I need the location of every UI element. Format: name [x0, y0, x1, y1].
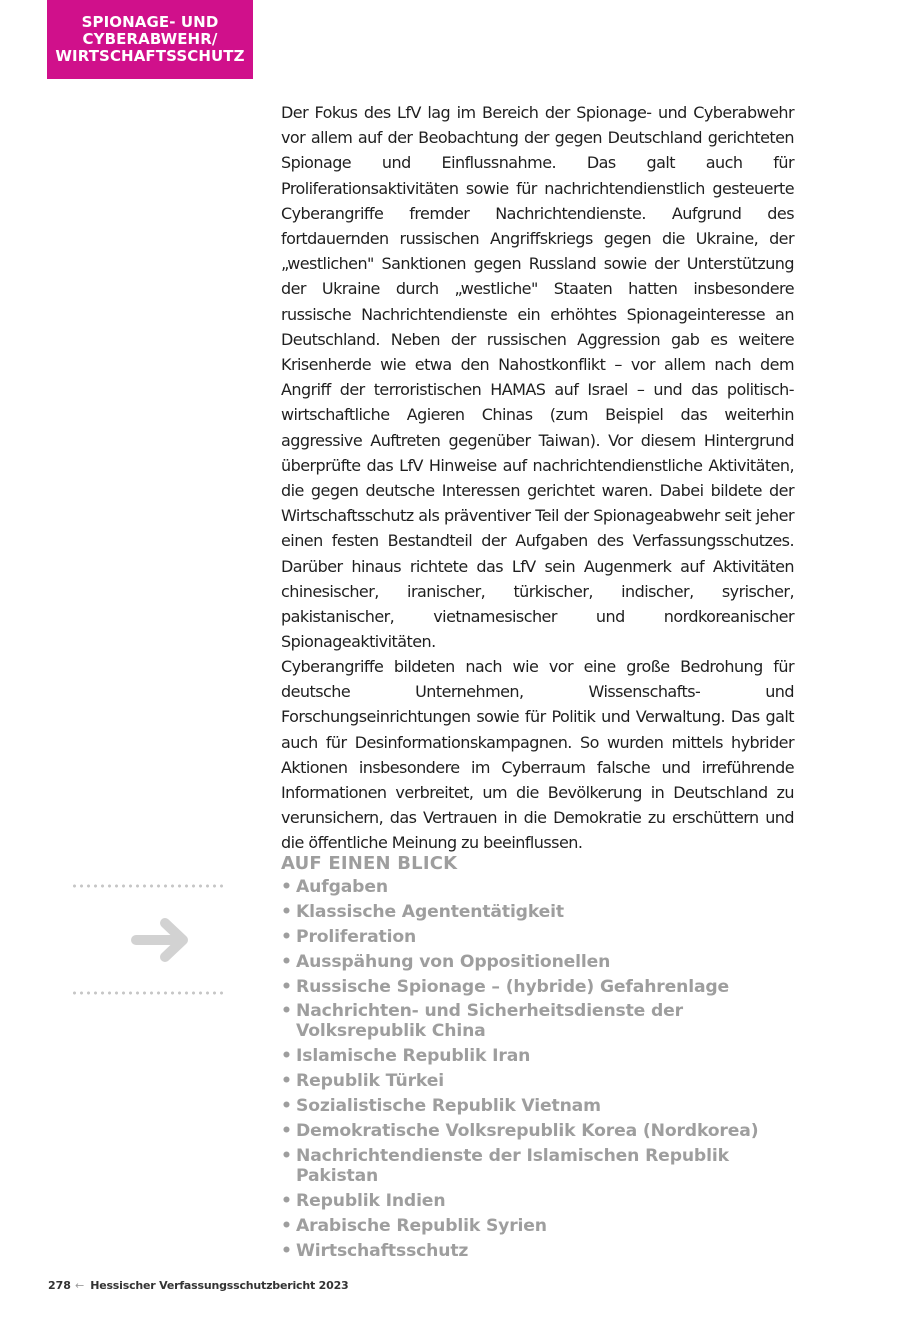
page-number: 278 — [48, 1279, 71, 1292]
bullet: • — [281, 1215, 292, 1236]
glance-item-china[interactable] — [281, 1001, 801, 1041]
bullet: • — [281, 1121, 292, 1142]
at-a-glance-heading: AUF EINEN BLICK — [281, 853, 458, 874]
bullet: • — [281, 976, 292, 997]
glance-item-label: Arabische Republik Syrien — [296, 1215, 547, 1236]
arrow-left-icon[interactable]: ← — [74, 1279, 85, 1292]
document-title: Hessischer Verfassungsschutzbericht 2023 — [90, 1279, 349, 1292]
bullet: • — [281, 951, 292, 972]
glance-item-tuerkei[interactable] — [281, 1071, 801, 1091]
glance-item-label: Aufgaben — [296, 877, 388, 897]
dotted-divider-bottom — [71, 991, 225, 995]
bullet: • — [281, 877, 292, 897]
glance-item-label: Nachrichtendienste der Islamischen Republik Pakistan — [296, 1145, 729, 1186]
glance-item-label: Wirtschaftsschutz — [296, 1240, 469, 1261]
glance-item-label: Demokratische Volksrepublik Korea (Nordkorea) — [296, 1121, 759, 1142]
glance-item-vietnam[interactable] — [281, 1096, 801, 1116]
bullet: • — [281, 1240, 292, 1261]
glance-item-label: Proliferation — [296, 926, 417, 947]
glance-item-wirtschaftsschutz[interactable] — [281, 1241, 801, 1261]
body-paragraph-1: Der Fokus des LfV lag im Bereich der Spionage- und Cyberabwehr vor allem auf der Beobachtung der gegen Deutschland gerichteten Spionage und Einflussnahme. Das galt auch für Proliferationsaktivitäten sowie für nachrichtendienstlich gesteuerte Cyberangriffe fremder Nachrichtendienste. Aufgrund des fortdauernden russischen Angriffskriegs gegen die Ukraine, der „westlichen" Sanktionen gegen Russland sowie der Unterstützung der Ukraine durch „westliche" Staaten hatten insbesondere russische Nachrichtendienste ein erhöhtes Spionageinteresse an Deutschland. Neben der russischen Aggression gab es weitere Krisenherde wie etwa den Nahostkonflikt – vor allem nach dem Angriff der terroristischen HAMAS auf Israel – und das politisch-wirtschaftliche Agieren Chinas (zum Beispiel das weiterhin aggressive Auftreten gegenüber Taiwan). Vor diesem Hintergrund überprüfte das LfV Hinweise auf nachrichtendienstliche Aktivitäten, die gegen deutsche Interessen gerichtet waren. Dabei bildete der Wirtschaftsschutz als präventiver Teil der Spionageabwehr seit jeher einen festen Bestandteil der Aufgaben des Verfassungsschutzes. Darüber hinaus richtete das LfV sein Augenmerk auf Aktivitäten chinesischer, iranischer, türkischer, indischer, syrischer, pakistanischer, vietnamesischer und nordkoreanischer Spionageaktivitäten. — [281, 103, 794, 652]
glance-item-syrien[interactable] — [281, 1216, 801, 1236]
glance-item-label: Republik Indien — [296, 1190, 446, 1211]
bullet: • — [281, 901, 292, 922]
bullet: • — [281, 1071, 292, 1092]
glance-item-nordkorea[interactable] — [281, 1121, 801, 1141]
glance-item-agententaetigkeit[interactable] — [281, 902, 801, 922]
glance-item-label: Ausspähung von Oppositionellen — [296, 951, 611, 972]
glance-item-label: Klassische Agententätigkeit — [296, 901, 564, 922]
body-paragraph-2: Cyberangriffe bildeten nach wie vor eine große Bedrohung für deutsche Unternehmen, Wissenschafts- und Forschungseinrichtungen sowie für Politik und Verwaltung. Das galt auch für Desinformationskampagnen. So wurden mittels hybrider Aktionen insbesondere im Cyberraum falsche und irreführende Informationen verbreitet, um die Bevölkerung in Deutschland zu verunsichern, das Vertrauen in die Demokratie zu erschüttern und die öffentliche Meinung zu beeinflussen. — [281, 657, 794, 853]
section-tab-line-1: SPIONAGE- UND — [81, 13, 219, 31]
section-tab-line-2: CYBERABWEHR/ — [82, 30, 218, 48]
glance-item-label: Sozialistische Republik Vietnam — [296, 1096, 601, 1117]
glance-item-indien[interactable] — [281, 1191, 801, 1211]
page-footer — [48, 1279, 349, 1292]
glance-item-aufgaben[interactable] — [281, 877, 801, 897]
bullet: • — [281, 1046, 292, 1067]
bullet: • — [281, 926, 292, 947]
glance-item-oppositionelle[interactable] — [281, 952, 801, 972]
glance-item-russische-spionage[interactable] — [281, 977, 801, 997]
glance-item-pakistan[interactable] — [281, 1146, 801, 1186]
bullet: • — [281, 1190, 292, 1211]
bullet: • — [281, 1001, 292, 1022]
section-tab-line-3: WIRTSCHAFTSSCHUTZ — [55, 47, 245, 65]
glance-item-label: Russische Spionage – (hybride) Gefahrenlage — [296, 976, 730, 997]
dotted-divider-top — [71, 884, 225, 888]
bullet: • — [281, 1096, 292, 1117]
glance-item-label: Republik Türkei — [296, 1071, 444, 1092]
glance-item-label: Islamische Republik Iran — [296, 1046, 531, 1067]
glance-item-iran[interactable] — [281, 1046, 801, 1066]
arrow-right-icon — [130, 916, 192, 964]
bullet: • — [281, 1145, 292, 1166]
glance-item-label: Nachrichten- und Sicherheitsdienste der Volksrepublik China — [296, 1001, 684, 1042]
section-tab — [47, 0, 253, 79]
glance-item-proliferation[interactable] — [281, 927, 801, 947]
at-a-glance-list — [281, 877, 801, 1265]
